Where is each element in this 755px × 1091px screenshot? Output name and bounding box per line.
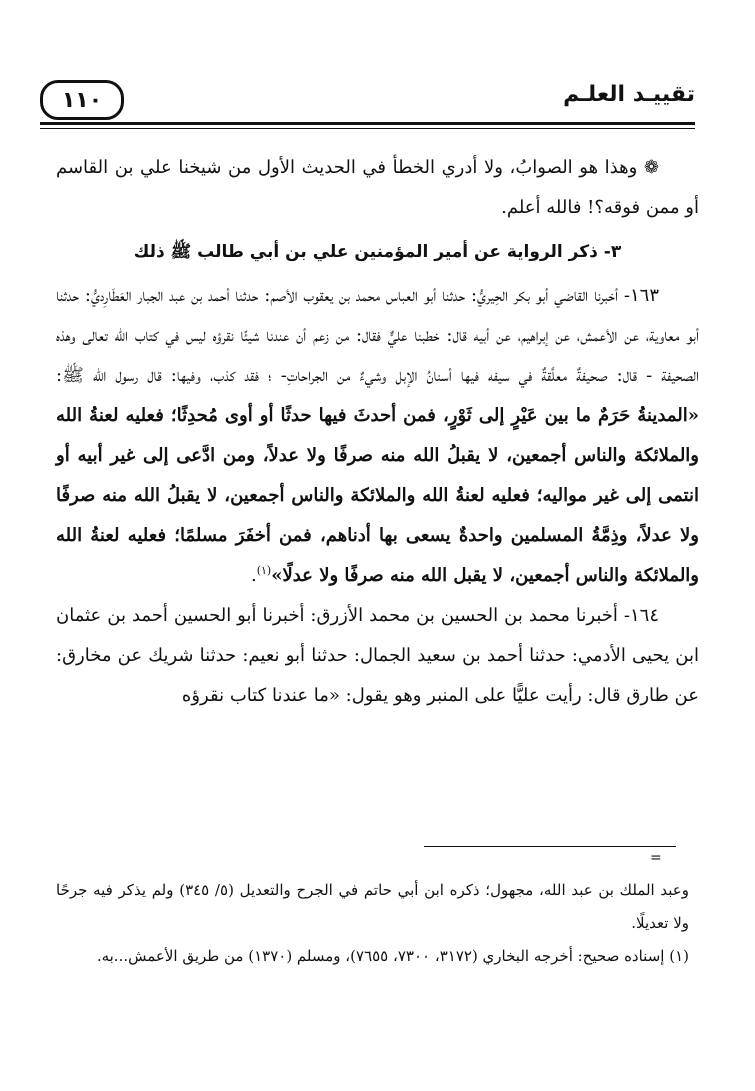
footnote-continuation-mark: = — [650, 850, 662, 866]
hadith-164: ١٦٤- أخبرنا محمد بن الحسين بن محمد الأزرق: أخبرنا أبو الحسين أحمد بن عثمان ابن يحيى الأدمي: حدثنا أحمد بن سعيد الجمال: حدثنا أبو نعيم: حدثنا شريك عن مخارق: عن طارق قال: رأيت عليًّا على المنبر وهو يقول: «ما عندنا كتاب نقرؤه — [56, 605, 699, 706]
book-title: تقييـد العلـم — [563, 82, 695, 107]
hadith-163-isnad: ١٦٣- أخبرنا القاضي أبو بكر الحِيريُّ: حدثنا أبو العباس محمد بن يعقوب الأصم: حدثنا أحمد بن عبد الجبار العَطَارِديُّ: حدثنا أبو معاوية، عن الأعمش، عن إبراهيم، عن أبيه قال: خطبنا عليٌّ فقال: من زعم أن عندنا شيئًا نقرؤه ليس في كتاب الله تعالى وهذه الصحيفة - قال: صحيفةٌ معلَّقةٌ في سيفه فيها أسنانُ الإبل وشيءٌ من الجراحاتِ- ؛ فقد كذب، وفيها: قال رسول الله ﷺ: — [56, 285, 699, 386]
footnote-separator — [424, 846, 676, 847]
footnote-continued: وعبد الملك بن عبد الله، مجهول؛ ذكره ابن أبي حاتم في الجرح والتعديل (٥/ ٣٤٥) ولم يذكر فيه جرحًا ولا تعديلًا. — [56, 881, 689, 932]
page-header — [40, 80, 695, 120]
page-number: ١١٠ — [40, 80, 124, 120]
header-rule-thin — [40, 128, 695, 129]
hadith-163-matn: «المدينةُ حَرَمٌ ما بين عَيْرٍ إلى ثَوْرٍ، فمن أحدثَ فيها حدثًا أو أوى مُحدِثًا؛ فعليه لعنةُ الله والملائكة والناس أجمعين، لا يقبلُ الله منه صرفًا ولا عدلاً، ومن ادَّعى إلى غير أبيه أو انتمى إلى غير مواليه؛ فعليه لعنةُ الله والملائكة والناس أجمعين، لا يقبلُ الله منه صرفًا ولا عدلاً، وذِمَّةُ المسلمين واحدةٌ يسعى بها أدناهم، فمن أخفَرَ مسلمًا؛ فعليه لعنةُ الله والملائكة والناس أجمعين، لا يقبل الله منه صرفًا ولا عدلًا» — [56, 405, 699, 586]
footnote-1: (١) إسناده صحيح: أخرجه البخاري (٣١٧٢، ٧٣٠٠، ٧٦٥٥)، ومسلم (١٣٧٠) من طريق الأعمش...به. — [96, 947, 689, 965]
main-text — [56, 148, 699, 716]
section-heading: ٣- ذكر الرواية عن أمير المؤمنين علي بن أبي طالب ﷺ ذلك — [133, 242, 622, 262]
hadith-163-end: . — [250, 565, 257, 586]
hadith-163 — [56, 276, 699, 596]
header-rule — [40, 122, 695, 125]
footnote-ref-1[interactable]: (١) — [256, 564, 272, 577]
footnotes — [56, 874, 689, 973]
paragraph-correction-note: ❁ وهذا هو الصوابُ، ولا أدري الخطأ في الحديث الأول من شيخنا علي بن القاسم أو ممن فوقه؟! فالله أعلم. — [56, 157, 699, 218]
